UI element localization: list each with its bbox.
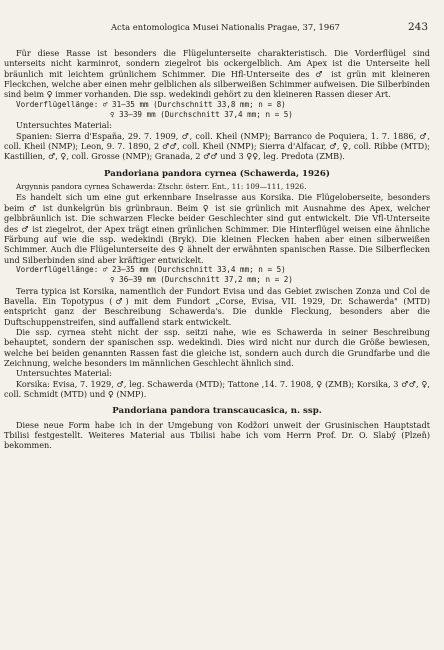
para-3: Terra typica ist Korsika, namentlich der Fundort Evisa und das Gebiet zwischen Zonza und Col de Bavella. Ein Topotypus (♂) mit dem Fundort „Corse, Evisa, VII. 1929, Dr. Schawerda" (MTD) entspricht ganz der Beschreibung Schawerda's. Die dunkle Fleckung, besonders aber die Duftschuppenstreifen, sind auffallend stark entwickelt.: [4, 285, 430, 327]
material-label-1: Untersuchtes Material:: [16, 120, 112, 131]
para-4: Die ssp. cyrnea steht nicht der ssp. seitzi nahe, wie es Schawerda in seiner Beschreibung behauptet, sondern der spanischen ssp. wedekindi. Dies wird nicht nur durch die Größe bewiesen, welche bei beiden genannten Rassen fast die gleiche ist, sondern auch durch die Grundfarbe und die Zeichnung, welche besonders im männlichen Geschlecht ähnlich sind.: [4, 326, 430, 368]
heading-transcaucasica: Pandoriana pandora transcaucasica, n. ssp.: [112, 406, 322, 417]
running-header: [0, 22, 444, 36]
forewing-length-male-1: Vorderflügellänge: ♂ 31—35 mm (Durchschnitt 33,8 mm; n = 8): [16, 99, 286, 109]
page-number: 243: [407, 21, 428, 33]
journal-title: Acta entomologica Musei Nationalis Pragae, 37, 1967: [111, 22, 340, 32]
forewing-length-male-2: Vorderflügellänge: ♂ 23—35 mm (Durchschnitt 33,4 mm; n = 5): [16, 264, 286, 274]
para-2: Es handelt sich um eine gut erkennbare Inselrasse aus Korsika. Die Flügeloberseite, besonders beim ♂ ist dunkelgrün bis grünbraun. Beim ♀ ist sie grünlich mit Ausnahme des Apex, welcher gelbbräunlich ist. Die schwarzen Flecke beider Geschlechter sind gut entwickelt. Die Vfl-Unterseite des ♂ ist ziegelrot, der Apex trägt einen grünlichen Schimmer. Die Hinterflügel weisen eine ähnliche Färbung auf wie die ssp. wedekindi (Bryk). Die kleinen Flecken haben aber einen silberweißen Schimmer. Auch die Flügelunterseite des ♀ ähnelt der erwähnten spanischen Rasse. Die Silberflecken und Silberbinden sind aber kräftiger entwickelt.: [4, 192, 430, 265]
material-1: Spanien: Sierra d'España, 29. 7. 1909, ♂, coll. Kheil (NMP); Barranco de Poquiera, 1. 7. 1886, ♂, coll. Kheil (NMP); Leon, 9. 7. 1890, 2 ♂♂, coll. Kheil (NMP); Sierra d'Alfacar, ♂, ♀, coll. Ribbe (MTD); Kastillien, ♂, ♀, coll. Grosse (NMP); Granada, 2 ♂♂ und 3 ♀♀, leg. Predota (ZMB).: [4, 130, 430, 162]
para-1: Für diese Rasse ist besonders die Flügelunterseite charakteristisch. Die Vorderflügel sind unterseits nicht karminrot, sondern ziegelrot bis ockergelblich. Am Apex ist die Unterseite hell bräunlich mit leichtem grünlichem Schimmer. Die Hfl-Unterseite des ♂ ist grün mit kleineren Fleckchen, welche aber einen mehr gelblichen als silberweißen Schimmer aufweisen. Die Silberbinden sind beim ♀ immer vorhanden. Die ssp. wedekindi gehört zu den kleineren Rassen dieser Art.: [4, 48, 431, 100]
spacer: [4, 162, 430, 169]
forewing-length-female-2: ♀ 36—39 mm (Durchschnitt 37,2 mm; n = 2): [110, 275, 293, 285]
heading-cyrnea: Pandoriana pandora cyrnea (Schawerda, 1926): [104, 168, 330, 179]
para-5: Diese neue Form habe ich in der Umgebung von Kodžori unweit der Grusinischen Hauptstadt Tbilisi festgestellt. Weiteres Material aus Tbilisi habe ich vom Herrn Prof. Dr. O. Slabý (Plzeň) bekommen.: [4, 419, 430, 451]
material-label-2: Untersuchtes Material:: [16, 368, 112, 379]
spacer: [4, 399, 430, 406]
article-body: [4, 48, 430, 451]
forewing-length-female-1: ♀ 33—39 mm (Durchschnitt 37,4 mm; n = 5): [110, 110, 293, 120]
material-2: Korsika: Evisa, 7. 1929, ♂, leg. Schawerda (MTD); Tattone ,14. 7. 1908, ♀ (ZMB); Korsika, 3 ♂♂, ♀, coll. Schmidt (MTD) und ♀ (NMP).: [4, 378, 430, 399]
citation-cyrnea: Argynnis pandora cyrnea Schawerda: Ztschr. österr. Ent., 11: 109—111, 1926.: [16, 182, 307, 192]
